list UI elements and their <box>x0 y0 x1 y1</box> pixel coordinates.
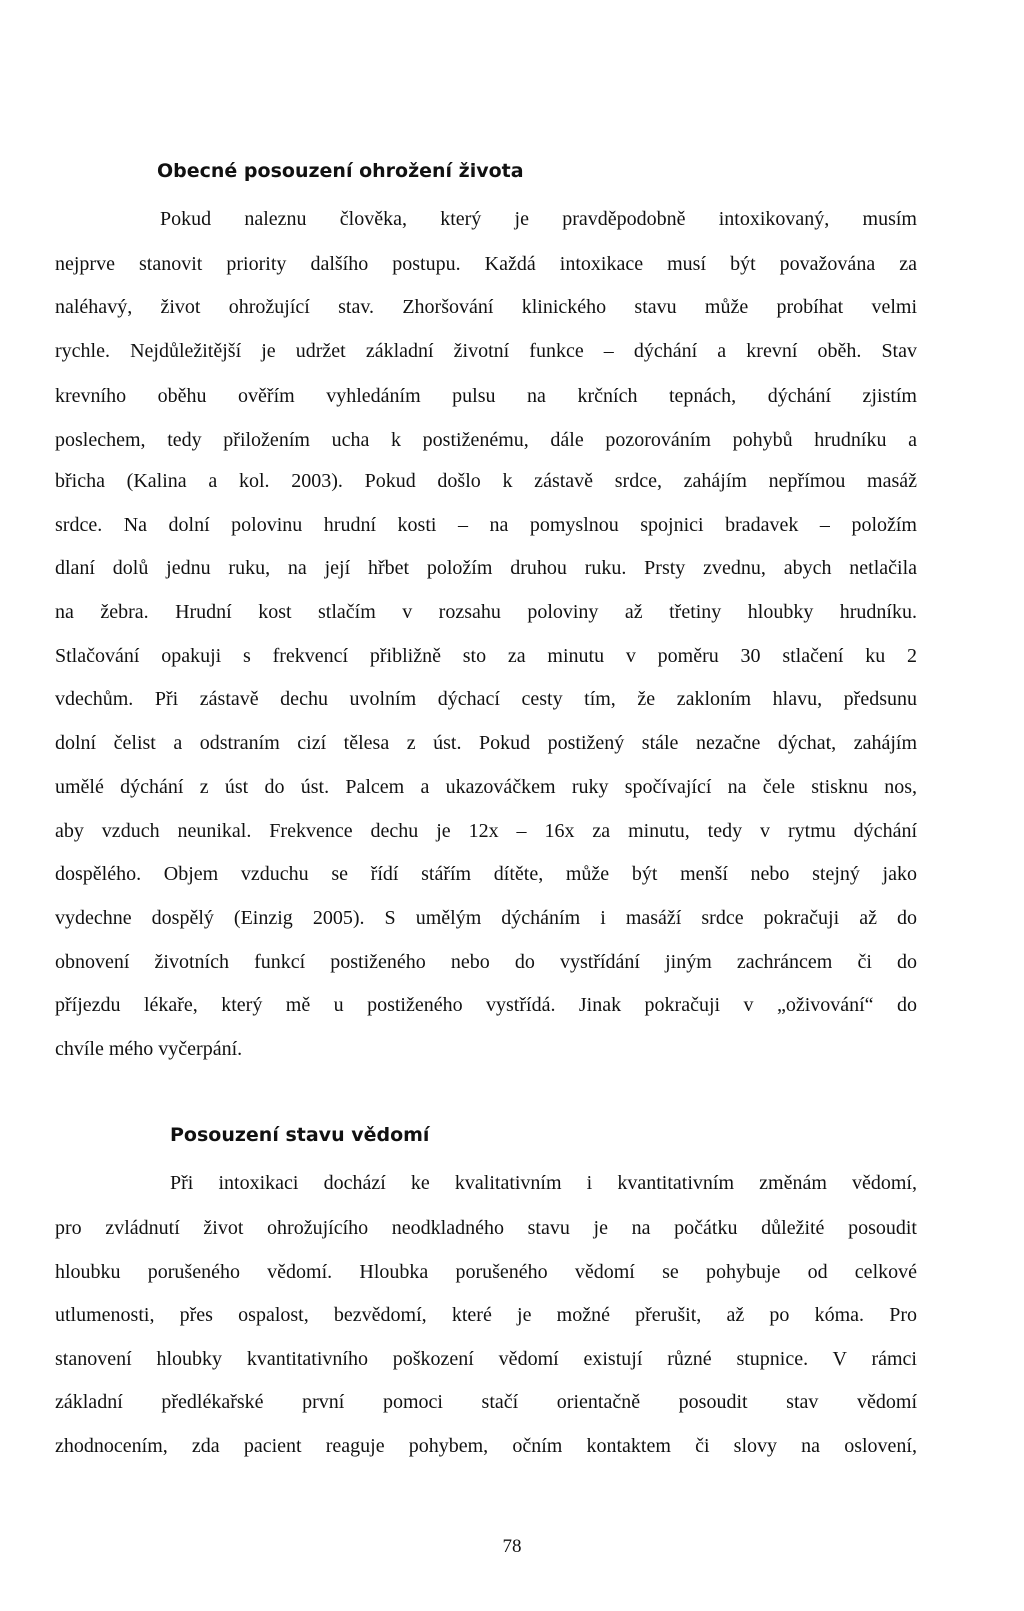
paragraph-line: rychle. Nejdůležitější je udržet základní životní funkce – dýchání a krevní oběh. Stav <box>55 340 917 362</box>
paragraph-line: příjezdu lékaře, který mě u postiženého vystřídá. Jinak pokračuji v „oživování“ do <box>55 994 917 1016</box>
paragraph-line: zhodnocením, zda pacient reaguje pohybem, očním kontaktem či slovy na oslovení, <box>55 1435 917 1457</box>
paragraph-line: poslechem, tedy přiložením ucha k postiženému, dále pozorováním pohybů hrudníku a <box>55 429 917 451</box>
paragraph-line: chvíle mého vyčerpání. <box>55 1038 243 1060</box>
paragraph-line: pro zvládnutí život ohrožujícího neodkladného stavu je na počátku důležité posoudit <box>55 1217 917 1239</box>
paragraph-line: aby vzduch neunikal. Frekvence dechu je 12x – 16x za minutu, tedy v rytmu dýchání <box>55 820 917 842</box>
paragraph-line: vdechům. Při zástavě dechu uvolním dýchací cesty tím, že zakloním hlavu, předsunu <box>55 688 917 710</box>
paragraph-line: utlumenosti, přes ospalost, bezvědomí, které je možné přerušit, až po kóma. Pro <box>55 1304 917 1326</box>
paragraph-line: umělé dýchání z úst do úst. Palcem a ukazováčkem ruky spočívající na čele stisknu nos, <box>55 776 917 798</box>
paragraph-line: dospělého. Objem vzduchu se řídí stářím dítěte, může být menší nebo stejný jako <box>55 863 917 885</box>
paragraph-line: stanovení hloubky kvantitativního poškození vědomí existují různé stupnice. V rámci <box>55 1348 917 1370</box>
paragraph-line: Při intoxikaci dochází ke kvalitativním i kvantitativním změnám vědomí, <box>170 1172 917 1194</box>
paragraph-line: základní předlékařské první pomoci stačí orientačně posoudit stav vědomí <box>55 1391 917 1413</box>
paragraph-line: Pokud naleznu člověka, který je pravděpodobně intoxikovaný, musím <box>160 208 917 230</box>
paragraph-line: dlaní dolů jednu ruku, na její hřbet položím druhou ruku. Prsty zvednu, abych netlačila <box>55 557 917 579</box>
page-number: 78 <box>502 1536 522 1557</box>
paragraph-line: hloubku porušeného vědomí. Hloubka porušeného vědomí se pohybuje od celkové <box>55 1261 917 1283</box>
section-heading-consciousness: Posouzení stavu vědomí <box>170 1124 430 1146</box>
section-heading-life-threat: Obecné posouzení ohrožení života <box>157 160 524 182</box>
paragraph-line: vydechne dospělý (Einzig 2005). S umělým dýcháním i masáží srdce pokračuji až do <box>55 907 917 929</box>
paragraph-line: na žebra. Hrudní kost stlačím v rozsahu poloviny až třetiny hloubky hrudníku. <box>55 601 917 623</box>
paragraph-line: naléhavý, život ohrožující stav. Zhoršování klinického stavu může probíhat velmi <box>55 296 917 318</box>
paragraph-line: krevního oběhu ověřím vyhledáním pulsu na krčních tepnách, dýchání zjistím <box>55 385 917 407</box>
paragraph-line: břicha (Kalina a kol. 2003). Pokud došlo k zástavě srdce, zahájím nepřímou masáž <box>55 470 917 492</box>
paragraph-line: nejprve stanovit priority dalšího postupu. Každá intoxikace musí být považována za <box>55 253 917 275</box>
paragraph-line: obnovení životních funkcí postiženého nebo do vystřídání jiným zachráncem či do <box>55 951 917 973</box>
paragraph-line: srdce. Na dolní polovinu hrudní kosti – na pomyslnou spojnici bradavek – položím <box>55 514 917 536</box>
paragraph-line: dolní čelist a odstraním cizí tělesa z úst. Pokud postižený stále nezačne dýchat, zahájím <box>55 732 917 754</box>
paragraph-line: Stlačování opakuji s frekvencí přibližně sto za minutu v poměru 30 stlačení ku 2 <box>55 645 917 667</box>
